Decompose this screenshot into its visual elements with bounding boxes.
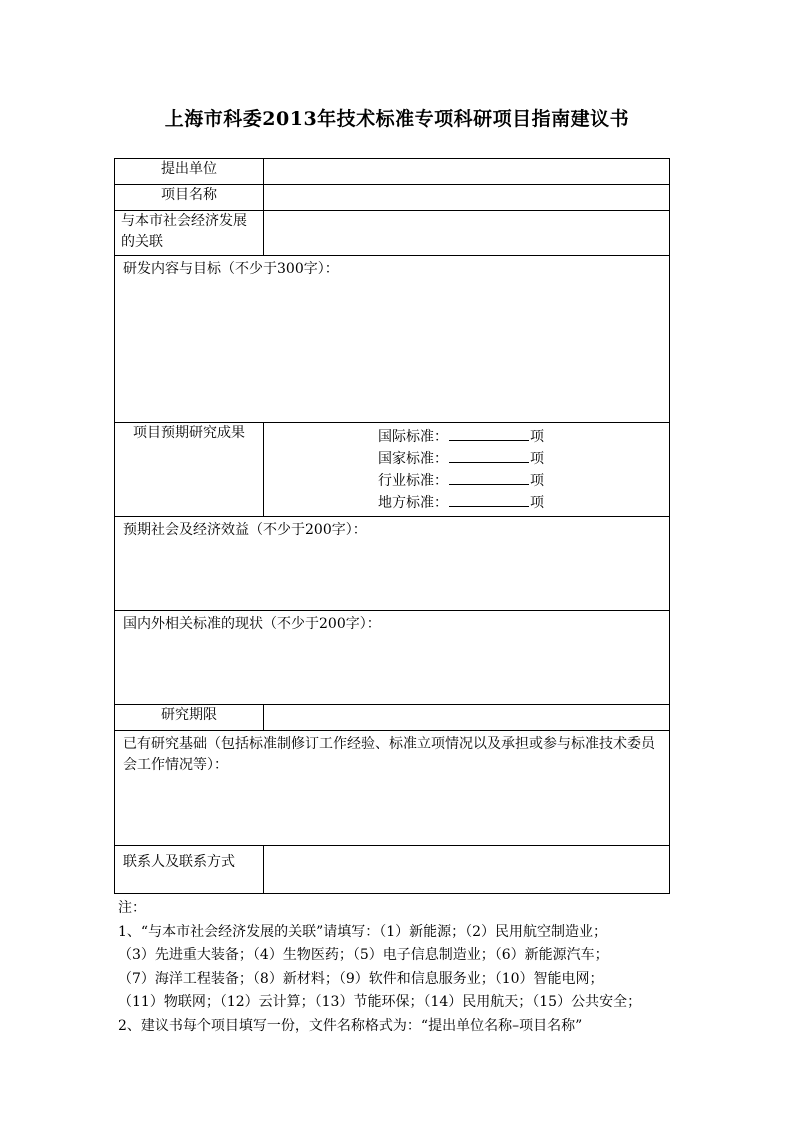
standard-label: 地方标准： xyxy=(378,495,448,511)
note-line: 2、建议书每个项目填写一份，文件名称格式为：“提出单位名称–项目名称” xyxy=(118,1017,583,1034)
standard-count-field[interactable] xyxy=(449,447,529,463)
basis-section[interactable] xyxy=(115,731,670,846)
results-field xyxy=(264,423,670,517)
notes-block xyxy=(118,897,674,1038)
note-line: （3）先进重大装备；（4）生物医药；（5）电子信息制造业；（6）新能源汽车； xyxy=(118,947,609,963)
standard-unit: 项 xyxy=(530,429,544,445)
note-line: （7）海洋工程装备；（8）新材料；（9）软件和信息服务业；（10）智能电网； xyxy=(118,970,604,987)
standard-count-field[interactable] xyxy=(449,469,529,485)
standard-unit: 项 xyxy=(530,473,544,489)
relation-label: 与本市社会经济发展的关联 xyxy=(115,211,264,256)
document-title: 上海市科委2013年技术标准专项科研项目指南建议书 xyxy=(164,108,630,130)
standard-count-field[interactable] xyxy=(449,491,529,507)
notes-head: 注： xyxy=(118,900,146,916)
benefit-label: 预期社会及经济效益（不少于200字）： xyxy=(123,522,367,538)
unit-label: 提出单位 xyxy=(115,159,264,185)
standard-line-national xyxy=(264,447,669,469)
note-line: （11）物联网；（12）云计算；（13）节能环保；（14）民用航天；（15）公共安全； xyxy=(118,994,642,1010)
standard-unit: 项 xyxy=(530,451,544,467)
project-name-field[interactable] xyxy=(264,185,670,211)
contact-field[interactable] xyxy=(264,846,670,894)
note-line: 1、“与本市社会经济发展的关联”请填写：（1）新能源；（2）民用航空制造业； xyxy=(118,923,608,940)
status-section[interactable] xyxy=(115,611,670,705)
unit-field[interactable] xyxy=(264,159,670,185)
standard-count-field[interactable] xyxy=(449,425,529,441)
standard-label: 行业标准： xyxy=(378,473,448,489)
contact-label: 联系人及联系方式 xyxy=(115,846,264,894)
status-label: 国内外相关标准的现状（不少于200字）： xyxy=(123,616,381,632)
proposal-form-table xyxy=(114,158,670,894)
period-field[interactable] xyxy=(264,705,670,731)
benefit-section[interactable] xyxy=(115,517,670,611)
standard-label: 国际标准： xyxy=(378,429,448,445)
content-section[interactable] xyxy=(115,256,670,423)
project-name-label: 项目名称 xyxy=(115,185,264,211)
standard-label: 国家标准： xyxy=(378,451,448,467)
basis-label: 已有研究基础（包括标准制修订工作经验、标准立项情况以及承担或参与标准技术委员会工作情况等）： xyxy=(123,736,655,773)
results-label: 项目预期研究成果 xyxy=(115,423,264,517)
relation-field[interactable] xyxy=(264,211,670,256)
content-label: 研发内容与目标（不少于300字）： xyxy=(123,261,339,277)
period-label: 研究期限 xyxy=(115,705,264,731)
standard-line-industry xyxy=(264,469,669,491)
standard-unit: 项 xyxy=(530,495,544,511)
standard-line-international xyxy=(264,425,669,447)
standard-line-local xyxy=(264,491,669,513)
